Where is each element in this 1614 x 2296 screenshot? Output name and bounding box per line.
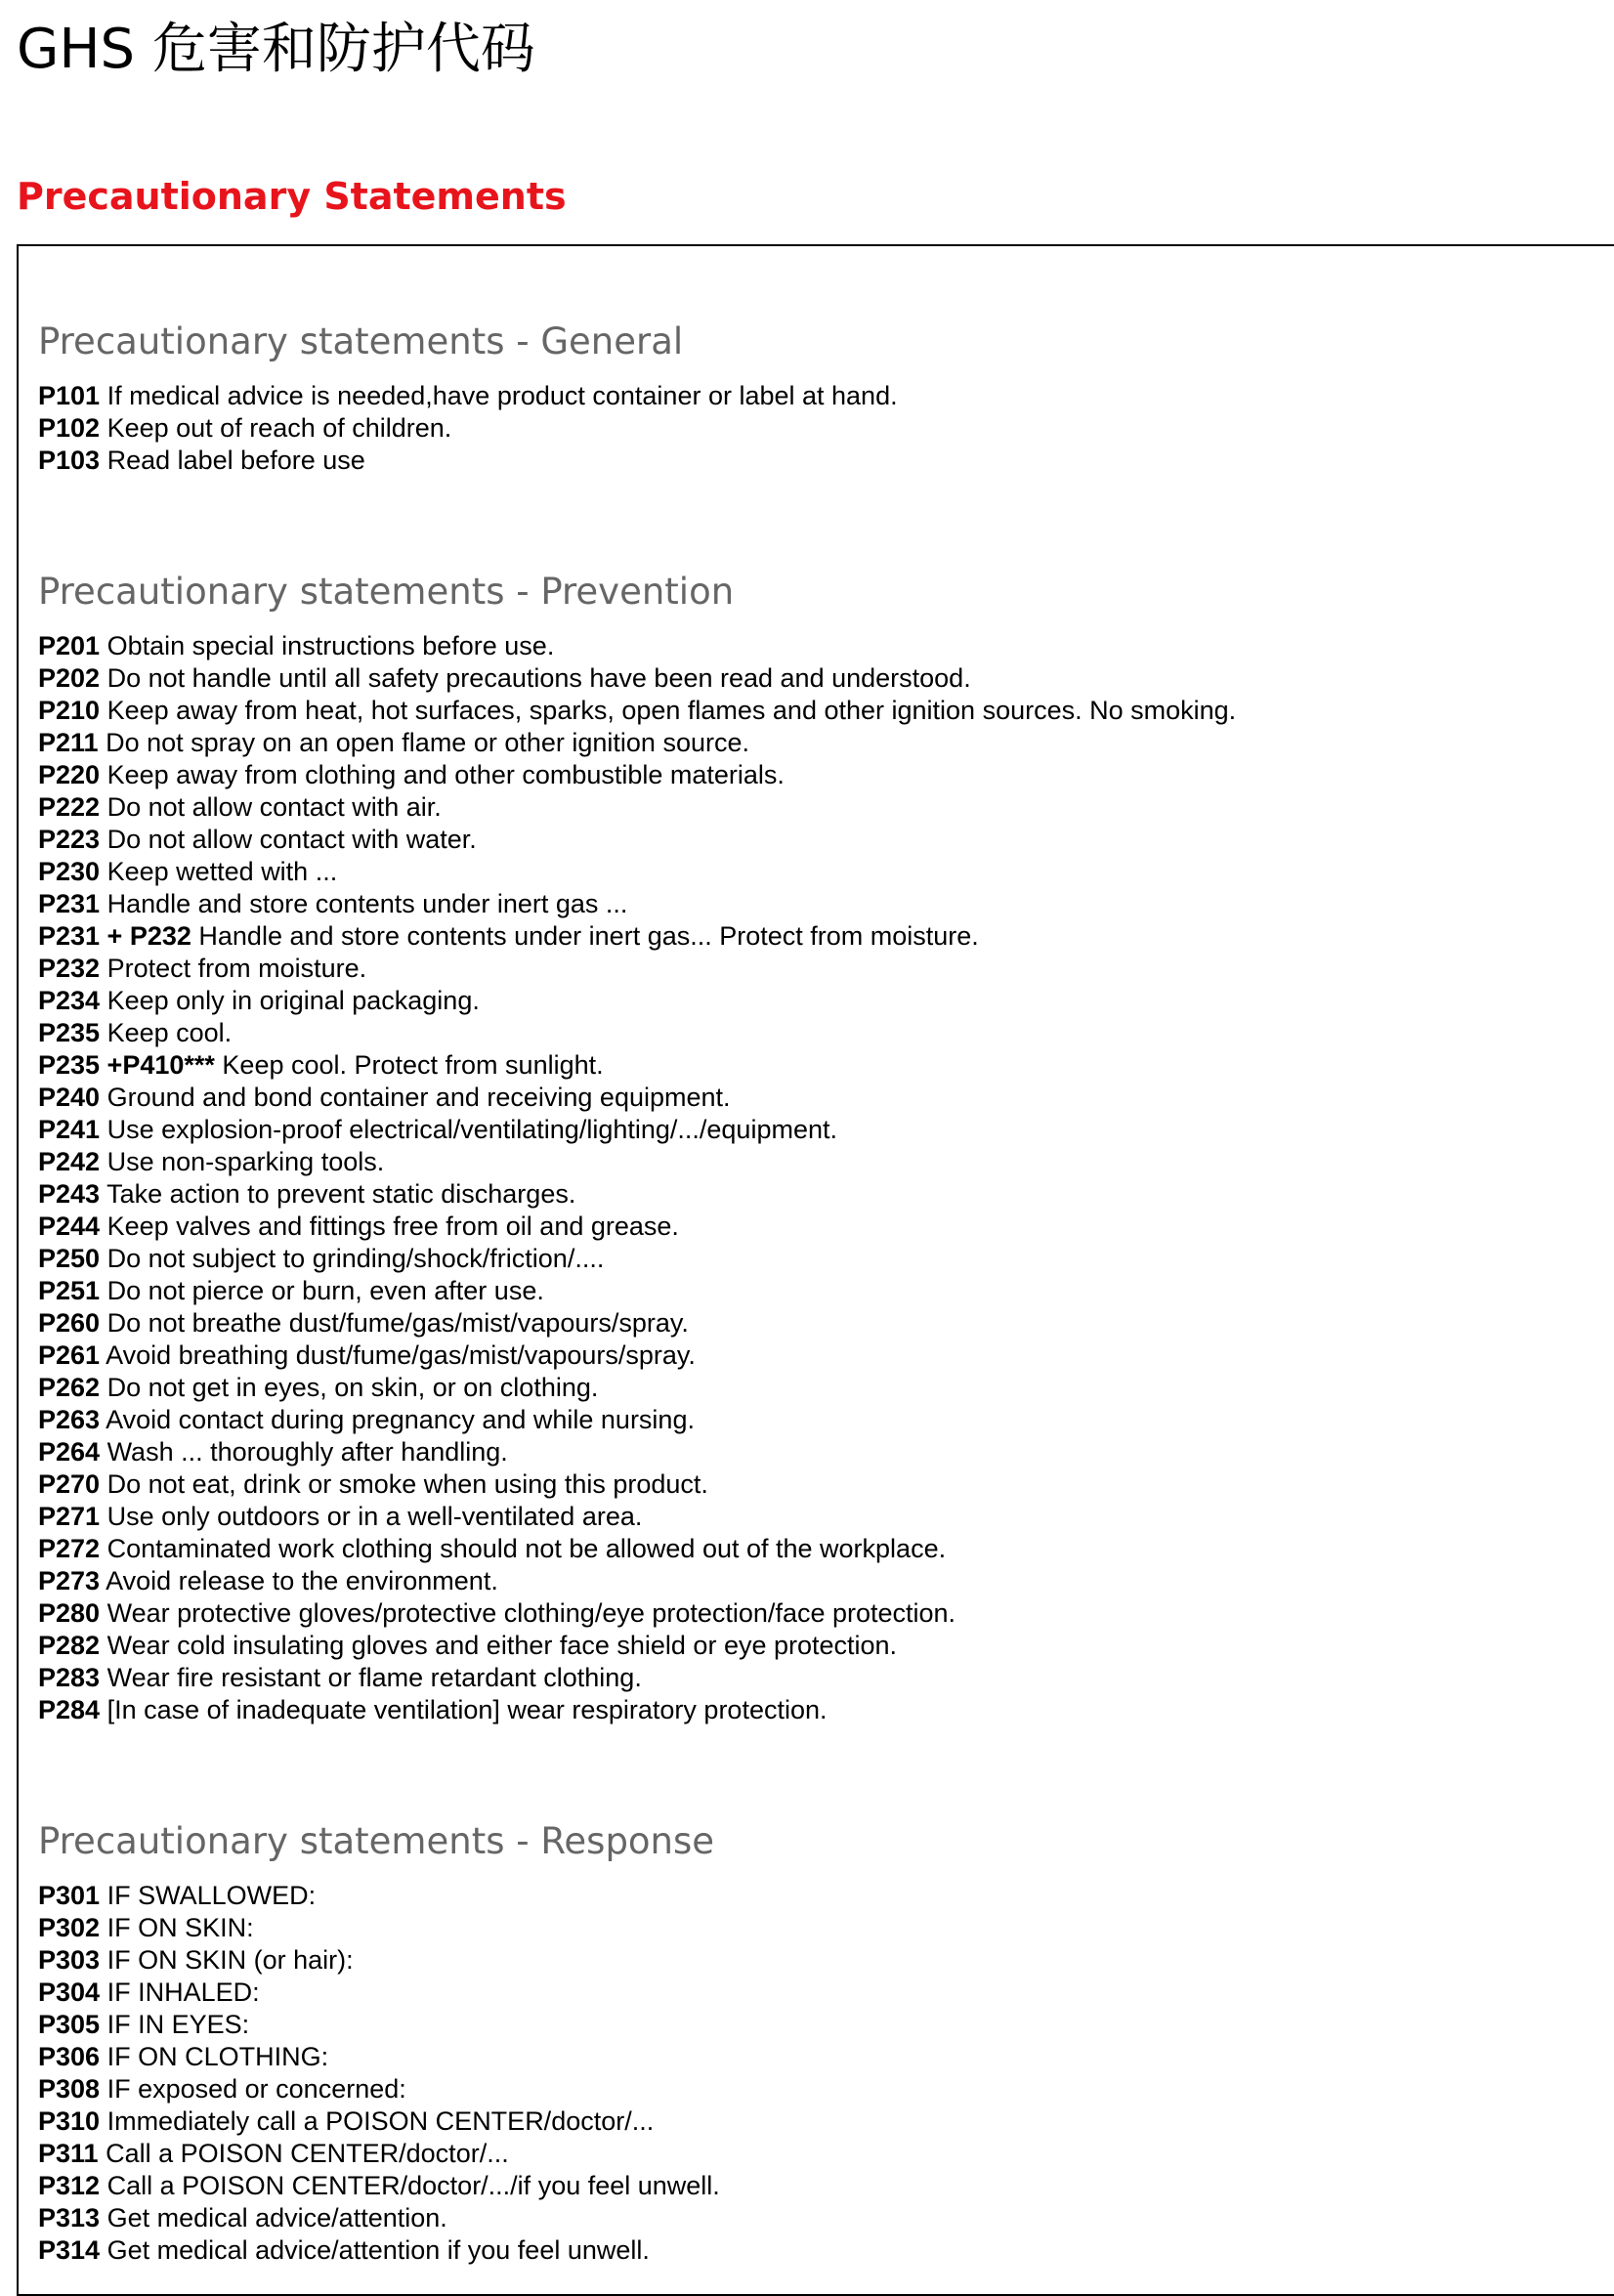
statement-item: [38, 1662, 1236, 1694]
statement-item: [38, 1436, 1236, 1468]
statement-item: [38, 2138, 720, 2170]
statement-item: [38, 1146, 1236, 1178]
statement-code: P303: [38, 1945, 101, 1975]
statement-code: P240: [38, 1083, 101, 1112]
statement-text: IF exposed or concerned:: [106, 2074, 406, 2104]
statement-text: Call a POISON CENTER/doctor/...: [106, 2139, 509, 2168]
group-response: [38, 1819, 720, 2267]
statement-item: [38, 380, 898, 412]
statement-item: [38, 1468, 1236, 1501]
statement-text: Ground and bond container and receiving equipment.: [106, 1083, 731, 1112]
statement-item: [38, 1694, 1236, 1726]
statement-code: P280: [38, 1598, 101, 1628]
statement-item: [38, 953, 1236, 985]
statement-text: Call a POISON CENTER/doctor/.../if you feel unwell.: [106, 2171, 720, 2200]
statement-text: Immediately call a POISON CENTER/doctor/...: [106, 2106, 655, 2136]
statement-code: P313: [38, 2203, 101, 2232]
statement-text: Contaminated work clothing should not be allowed out of the workplace.: [106, 1534, 947, 1563]
statement-text: IF ON CLOTHING:: [106, 2042, 329, 2071]
statement-code: P261: [38, 1340, 101, 1370]
statement-item: [38, 1243, 1236, 1275]
statement-item: [38, 1565, 1236, 1597]
statement-item: [38, 1275, 1236, 1307]
statement-text: Keep cool.: [106, 1018, 233, 1047]
statement-text: IF ON SKIN:: [106, 1913, 254, 1942]
statement-code: P308: [38, 2074, 101, 2104]
statement-text: Get medical advice/attention.: [106, 2203, 447, 2232]
statement-item: [38, 1178, 1236, 1211]
statement-item: [38, 1880, 720, 1912]
group-heading: Precautionary statements - General: [38, 320, 684, 362]
statement-list: [38, 1880, 720, 2267]
statement-text: Use non-sparking tools.: [106, 1147, 385, 1176]
statement-text: IF IN EYES:: [106, 2010, 250, 2039]
statement-code: P231: [38, 889, 101, 918]
statement-item: [38, 1307, 1236, 1339]
statement-item: [38, 1017, 1236, 1049]
statement-text: Take action to prevent static discharges.: [106, 1179, 576, 1209]
statement-text: Keep away from clothing and other combustible materials.: [106, 760, 785, 789]
statement-item: [38, 856, 1236, 888]
statement-text: Avoid release to the environment.: [106, 1566, 498, 1595]
statement-item: [38, 1501, 1236, 1533]
statement-text: Wear fire resistant or flame retardant clothing.: [106, 1663, 642, 1692]
statement-code: P223: [38, 825, 101, 854]
statement-item: [38, 2170, 720, 2202]
statement-item: [38, 1630, 1236, 1662]
group-heading: Precautionary statements - Prevention: [38, 571, 735, 613]
statement-code: P235 +P410***: [38, 1050, 215, 1080]
statement-code: P231 + P232: [38, 921, 191, 951]
statement-code: P264: [38, 1437, 101, 1467]
statement-text: Wash ... thoroughly after handling.: [106, 1437, 508, 1467]
statement-item: [38, 759, 1236, 791]
statement-item: [38, 1114, 1236, 1146]
statement-item: [38, 1049, 1236, 1082]
statement-text: Do not allow contact with air.: [106, 792, 442, 822]
statement-code: P260: [38, 1308, 101, 1338]
statement-item: [38, 662, 1236, 695]
statement-item: [38, 1372, 1236, 1404]
statement-item: [38, 1977, 720, 2009]
statement-code: P211: [38, 728, 99, 757]
statement-item: [38, 1082, 1236, 1114]
statement-text: Avoid breathing dust/fume/gas/mist/vapours/spray.: [106, 1340, 696, 1370]
statement-text: Keep cool. Protect from sunlight.: [222, 1050, 604, 1080]
statement-code: P235: [38, 1018, 101, 1047]
statement-code: P243: [38, 1179, 101, 1209]
statement-code: P222: [38, 792, 101, 822]
statement-item: [38, 1944, 720, 1977]
statement-text: Do not handle until all safety precautions have been read and understood.: [106, 663, 971, 693]
statement-item: [38, 1211, 1236, 1243]
statement-code: P283: [38, 1663, 101, 1692]
statement-text: Wear cold insulating gloves and either face shield or eye protection.: [106, 1631, 898, 1660]
statement-code: P306: [38, 2042, 101, 2071]
group-general: [38, 319, 898, 477]
statement-code: P103: [38, 446, 101, 475]
statement-code: P311: [38, 2139, 99, 2168]
statement-text: Do not get in eyes, on skin, or on clothing.: [106, 1373, 599, 1402]
statement-list: [38, 630, 1236, 1726]
statement-item: [38, 920, 1236, 953]
statement-item: [38, 2009, 720, 2041]
statement-code: P101: [38, 381, 101, 410]
statement-text: Keep wetted with ...: [106, 857, 338, 886]
statement-item: [38, 888, 1236, 920]
statement-code: P244: [38, 1212, 101, 1241]
statement-item: [38, 985, 1236, 1017]
statement-text: Keep only in original packaging.: [106, 986, 480, 1015]
statement-code: P220: [38, 760, 101, 789]
statement-item: [38, 727, 1236, 759]
statement-item: [38, 2234, 720, 2267]
statement-text: IF INHALED:: [106, 1977, 260, 2007]
statement-code: P284: [38, 1695, 101, 1724]
statement-text: Do not eat, drink or smoke when using this product.: [106, 1469, 708, 1499]
statement-text: Use only outdoors or in a well-ventilated area.: [106, 1502, 643, 1531]
statement-code: P273: [38, 1566, 101, 1595]
statement-code: P241: [38, 1115, 101, 1144]
statement-text: Use explosion-proof electrical/ventilating/lighting/.../equipment.: [106, 1115, 837, 1144]
statement-item: [38, 2202, 720, 2234]
statement-text: Wear protective gloves/protective clothing/eye protection/face protection.: [106, 1598, 956, 1628]
statement-text: IF SWALLOWED:: [106, 1881, 317, 1910]
statement-text: Do not allow contact with water.: [106, 825, 477, 854]
statement-item: [38, 445, 898, 477]
statement-text: Handle and store contents under inert gas ...: [106, 889, 628, 918]
statement-code: P271: [38, 1502, 101, 1531]
statement-code: P302: [38, 1913, 101, 1942]
statement-item: [38, 412, 898, 445]
statement-code: P262: [38, 1373, 101, 1402]
statement-code: P232: [38, 954, 101, 983]
statement-code: P242: [38, 1147, 101, 1176]
statement-text: Keep valves and fittings free from oil and grease.: [106, 1212, 679, 1241]
group-prevention: [38, 570, 1236, 1726]
statement-code: P305: [38, 2010, 101, 2039]
statement-list: [38, 380, 898, 477]
statement-code: P282: [38, 1631, 101, 1660]
statement-text: IF ON SKIN (or hair):: [106, 1945, 354, 1975]
statement-text: Avoid contact during pregnancy and while nursing.: [106, 1405, 695, 1434]
statement-code: P312: [38, 2171, 101, 2200]
statement-code: P230: [38, 857, 101, 886]
statement-code: P310: [38, 2106, 101, 2136]
statement-code: P270: [38, 1469, 101, 1499]
statement-code: P304: [38, 1977, 101, 2007]
statement-item: [38, 791, 1236, 824]
group-heading: Precautionary statements - Response: [38, 1820, 715, 1862]
statement-item: [38, 695, 1236, 727]
statement-text: Do not breathe dust/fume/gas/mist/vapours/spray.: [106, 1308, 689, 1338]
statement-code: P102: [38, 413, 101, 443]
statement-code: P272: [38, 1534, 101, 1563]
statement-text: If medical advice is needed,have product container or label at hand.: [106, 381, 898, 410]
statement-item: [38, 1912, 720, 1944]
statement-code: P250: [38, 1244, 101, 1273]
statement-item: [38, 824, 1236, 856]
statement-code: P201: [38, 631, 101, 660]
section-title: Precautionary Statements: [17, 175, 567, 218]
statement-item: [38, 1404, 1236, 1436]
statement-text: Keep away from heat, hot surfaces, sparks, open flames and other ignition sources. No smoking.: [106, 696, 1237, 725]
statement-code: P301: [38, 1881, 101, 1910]
statement-item: [38, 1339, 1236, 1372]
statement-text: Do not pierce or burn, even after use.: [106, 1276, 544, 1305]
statement-item: [38, 2041, 720, 2073]
statement-text: Keep out of reach of children.: [106, 413, 452, 443]
statement-text: Get medical advice/attention if you feel unwell.: [106, 2235, 650, 2265]
statement-text: Do not spray on an open flame or other ignition source.: [106, 728, 749, 757]
statement-code: P210: [38, 696, 101, 725]
statement-item: [38, 2105, 720, 2138]
statement-code: P314: [38, 2235, 101, 2265]
statement-code: P234: [38, 986, 101, 1015]
statement-code: P263: [38, 1405, 101, 1434]
statement-item: [38, 630, 1236, 662]
statement-text: Obtain special instructions before use.: [106, 631, 555, 660]
statement-text: Protect from moisture.: [106, 954, 367, 983]
statement-text: Do not subject to grinding/shock/friction/....: [106, 1244, 605, 1273]
statement-code: P202: [38, 663, 101, 693]
statement-code: P251: [38, 1276, 101, 1305]
statement-item: [38, 2073, 720, 2105]
statement-item: [38, 1533, 1236, 1565]
statement-text: Handle and store contents under inert gas... Protect from moisture.: [198, 921, 979, 951]
statement-text: [In case of inadequate ventilation] wear respiratory protection.: [106, 1695, 828, 1724]
statement-item: [38, 1597, 1236, 1630]
page-title: GHS 危害和防护代码: [17, 18, 535, 81]
statement-text: Read label before use: [106, 446, 365, 475]
